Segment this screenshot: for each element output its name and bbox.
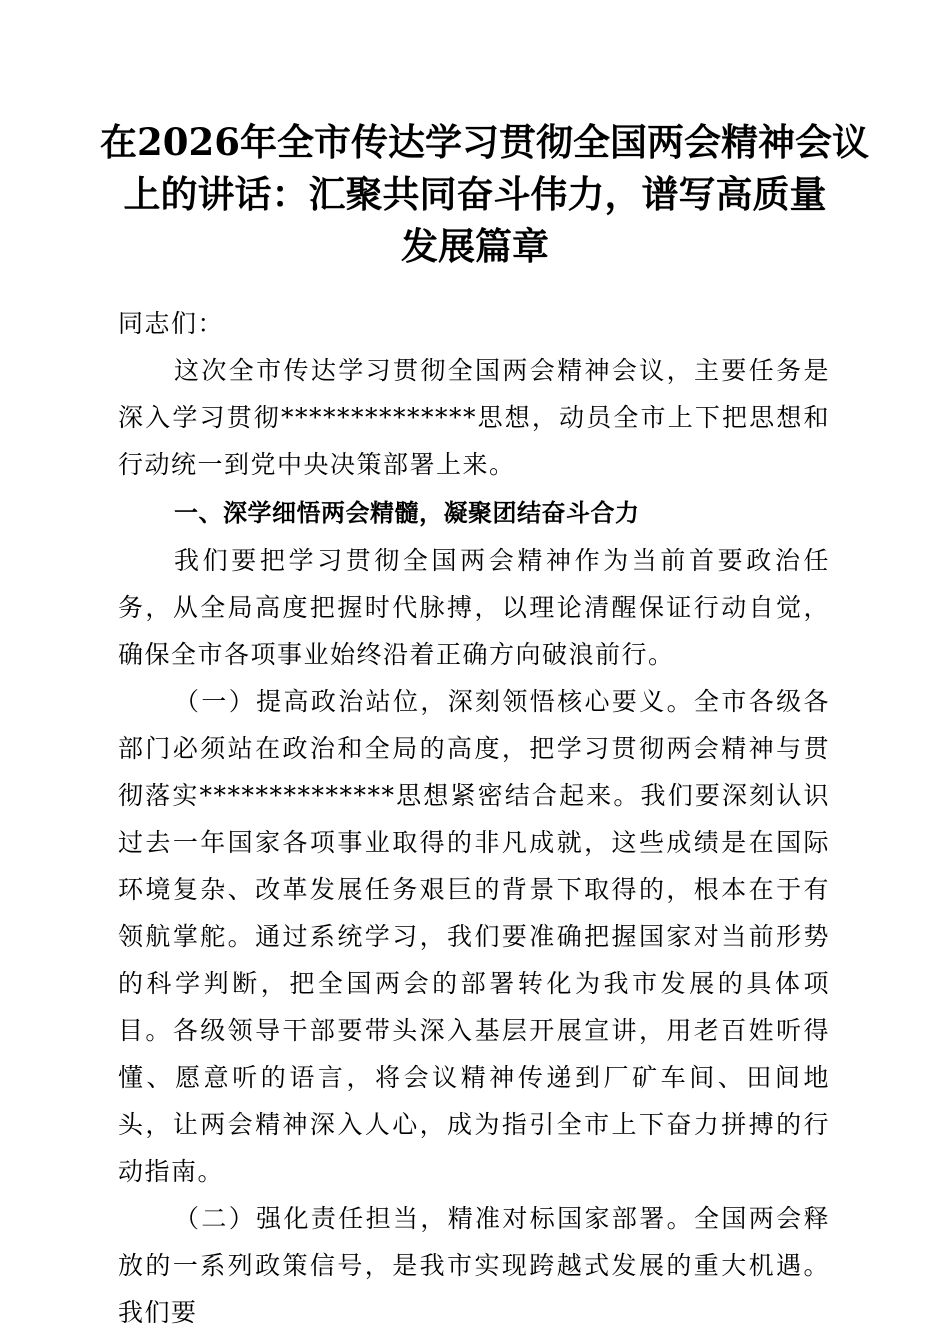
paragraph-intro: 这次全市传达学习贯彻全国两会精神会议，主要任务是深入学习贯彻**************思想，动员全市上下把思想和行动统一到党中央决策部署上来。 bbox=[118, 356, 830, 479]
title-line-3: 发展篇章 bbox=[401, 224, 549, 268]
document-body bbox=[118, 300, 830, 1336]
paragraph-subsection-2: （二）强化责任担当，精准对标国家部署。全国两会释放的一系列政策信号，是我市实现跨越式发展的重大机遇。我们要 bbox=[118, 1204, 830, 1327]
section-heading-1: 一、深学细悟两会精髓，凝聚团结奋斗合力 bbox=[174, 499, 640, 527]
paragraph-subsection-1: （一）提高政治站位，深刻领悟核心要义。全市各级各部门必须站在政治和全局的高度，把学习贯彻两会精神与贯彻落实**************思想紧密结合起来。我们要深刻认识过去一年国家各项事业取得的非凡成就，这些成绩是在国际环境复杂、改革发展任务艰巨的背景下取得的，根本在于有领航掌舵。通过系统学习，我们要准确把握国家对当前形势的科学判断，把全国两会的部署转化为我市发展的具体项目。各级领导干部要带头深入基层开展宣讲，用老百姓听得懂、愿意听的语言，将会议精神传递到厂矿车间、田间地头，让两会精神深入人心，成为指引全市上下奋力拼搏的行动指南。 bbox=[118, 687, 830, 1186]
salutation: 同志们： bbox=[118, 309, 225, 338]
paragraph-section-1-lead: 我们要把学习贯彻全国两会精神作为当前首要政治任务，从全局高度把握时代脉搏，以理论清醒保证行动自觉，确保全市各项事业始终沿着正确方向破浪前行。 bbox=[118, 546, 830, 669]
title-line-1: 在2026年全市传达学习贯彻全国两会精神会议 bbox=[100, 120, 869, 164]
title-line-2: 上的讲话：汇聚共同奋斗伟力，谱写高质量 bbox=[123, 172, 827, 216]
document-title bbox=[100, 116, 869, 272]
